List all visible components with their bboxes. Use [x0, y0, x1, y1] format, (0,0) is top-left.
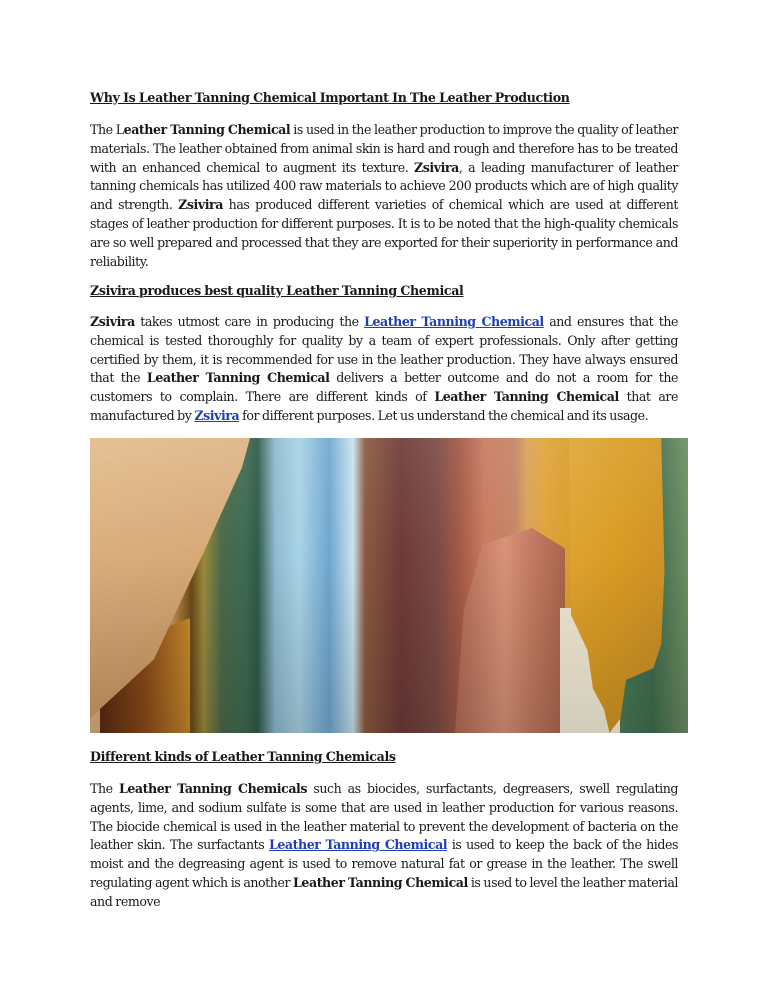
bold-brand: Zsivira [414, 159, 459, 175]
zsivira-link[interactable]: Zsivira [194, 407, 240, 423]
text: The [90, 781, 119, 796]
bold-term: eather Tanning Chemical [123, 122, 291, 137]
text: is used to level the leather material and remove [90, 874, 679, 909]
bold-brand: Zsivira [178, 197, 223, 213]
text: takes utmost care in producing the [134, 314, 365, 329]
image-shading [90, 438, 688, 733]
text: for different purposes. Let us understand the chemical and its usage. [239, 407, 649, 423]
text: and ensures that the chemical is tested thoroughly for quality by a team of expert professionals. Only after getting certified by them, it is recommended for use in the leather production. They have always ensured that the [90, 314, 678, 386]
text: has produced different varieties of chemical which are used at different stages of leather production for different purposes. It is to be noted that the high-quality chemicals are so well prepared and processed that they are exported for their superiority in performance and reliability. [90, 197, 678, 269]
bold-term: Leather Tanning Chemical [434, 389, 619, 405]
paragraph-zsivira [90, 313, 678, 426]
section-heading-zsivira: Zsivira produces best quality Leather Tanning Chemical [90, 283, 464, 298]
leather-tanning-chemical-link[interactable]: Leather Tanning Chemical [268, 837, 448, 853]
bold-term: Leather Tanning Chemical [293, 874, 468, 890]
leather-hides-image [90, 438, 688, 733]
section-heading-importance: Why Is Leather Tanning Chemical Important In The Leather Production [90, 90, 570, 105]
section-heading-kinds: Different kinds of Leather Tanning Chemicals [90, 749, 396, 764]
text: is used to keep the back of the hides moist and the degreasing agent is used to remove natural fat or grease in the leather. The swell regulating agent which is another [90, 837, 679, 890]
bold-brand: Zsivira [90, 314, 135, 329]
text: such as biocides, surfactants, degreasers, swell regulating agents, lime, and sodium sulfate is some that are used in leather production for various reasons. The biocide chemical is used in the leather material to prevent the development of bacteria on the leather skin. The surfactants [90, 781, 679, 853]
bold-term: Leather Tanning Chemicals [118, 781, 308, 796]
text: that are manufactured by [90, 389, 678, 423]
paragraph-kinds [90, 780, 678, 912]
leather-image-graphic [90, 438, 688, 733]
text: delivers a better outcome and do not a room for the customers to complain. There are different kinds of [90, 370, 678, 405]
text: The L [90, 122, 124, 137]
text: is used in the leather production to improve the quality of leather materials. The leather obtained from animal skin is hard and rough and therefore has to be treated with an enhanced chemical to augment its texture. [90, 122, 679, 175]
text: , a leading manufacturer of leather tanning chemicals has utilized 400 raw materials to achieve 200 products which are of high quality and strength. [90, 159, 678, 213]
bold-term: Leather Tanning Chemical [146, 370, 330, 386]
paragraph-importance [90, 121, 678, 271]
leather-tanning-chemical-link[interactable]: Leather Tanning Chemical [364, 314, 544, 329]
